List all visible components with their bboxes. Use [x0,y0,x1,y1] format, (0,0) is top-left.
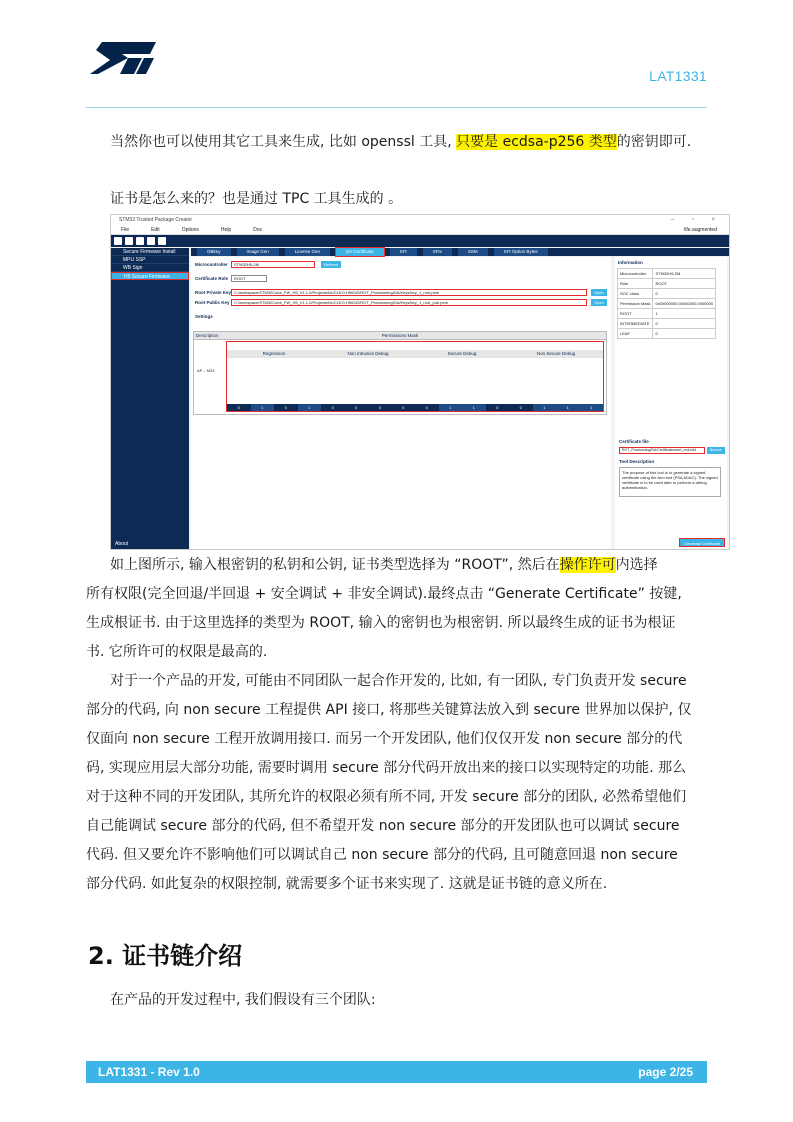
public-key-field[interactable]: C:/workspace/STM32Cube_FW_H5_V1.1.0/Projects/NUCLEO-H563ZI/ROT_Provisioning/DA/Keys/key_1_root_pub.pem [231,299,587,306]
sidebar-item-wb-sign[interactable]: WB Sign [111,264,189,272]
bit-cell[interactable]: 1 [298,404,322,411]
table-row [618,299,716,309]
about-link[interactable]: About [115,541,129,547]
toolbar-settings-icon[interactable] [136,237,144,245]
bit-cell[interactable]: 0 [378,405,381,410]
information-panel [615,257,727,549]
footer-doc-rev: LAT1331 - Rev 1.0 [98,1065,200,1079]
information-table [617,268,716,339]
toolbar-refresh-icon[interactable] [147,237,155,245]
paragraph-teams-line: 仅面向 non secure 工程开放调用接口. 而另一个开发团队, 他们仅仅开发 non secure 部分的代 [86,731,683,747]
menu-edit[interactable]: Edit [151,227,160,233]
menu-help[interactable]: Help [220,227,232,233]
permission-bits [227,404,603,411]
table-row [618,329,716,339]
info-value: 0x00000000,00000000,0000000 [653,299,716,309]
table-row [618,319,716,329]
table-row [618,279,716,289]
section-heading: 2. 证书链介绍 [88,942,243,970]
info-key: ROOT [618,309,653,319]
info-key: INTERMEDIATE [618,319,653,329]
generate-certificate-button[interactable]: Generate Certificate [679,538,725,547]
paragraph-teams-line: 对于一个产品的开发, 可能由不同团队一起合作开发的, 比如, 有一团队, 专门负责开发 secure [110,673,687,689]
tab-bar [191,248,729,256]
bit-cell[interactable]: 0 [496,405,499,410]
window-title: STM32 Trusted Package Creator [119,217,193,223]
info-value: STM32H5-2M [653,269,716,279]
openssl-text-after: 的密钥即可. [616,134,692,150]
info-key: LEAF [618,329,653,339]
menu-bar [111,225,729,235]
paragraph-teams-line: 自己能调试 secure 部分的代码, 但不希望开发 non secure 部分的开发团队也可以调试 secure [86,818,680,834]
tool-description-label: Tool Description [619,459,655,464]
paragraph-teams-line: 码, 实现应用层大部分功能, 需要时调用 secure 部分代码开放出来的接口以实现特定的功能. 那么 [86,760,687,776]
role-select[interactable]: ROOT [231,275,267,282]
permissions-selection [226,341,604,412]
brand-tag: life.augmented [684,227,717,233]
bit-cell[interactable]: 0 [237,405,240,410]
browse-button[interactable]: Browse [707,447,725,454]
table-row [618,309,716,319]
paragraph-intro: 在产品的开发过程中, 我们假设有三个团队: [110,992,376,1008]
tab-da-certificate[interactable]: DA Certificate [336,248,384,256]
paragraph-cert-origin: 证书是怎么来的？也是通过 TPC 工具生成的 。 [110,191,403,207]
bit-cell[interactable]: 0 [425,405,428,410]
certificate-file-field[interactable]: ROT_Provisioning/DA/Certificates/cert_root.b64 [619,447,705,454]
toolbar-open-icon[interactable] [114,237,122,245]
tab-sfix[interactable]: SFIx [423,248,452,256]
refresh-button[interactable]: Refresh [321,261,341,268]
openssl-highlight: 只要是 ecdsa-p256 类型 [456,134,617,150]
public-key-label: Root Public Key [195,300,230,305]
paragraph-teams-line: 部分代码. 如此复杂的权限控制, 就需要多个证书来实现了. 这就是证书链的意义所在. [86,876,608,892]
private-key-field[interactable]: C:/workspace/STM32Cube_FW_H5_V1.1.0/Projects/NUCLEO-H563ZI/ROT_Provisioning/DA/Keys/key_1_root.pem [231,289,587,296]
bit-cell[interactable]: 0 [284,405,287,410]
sidebar-item-h5-secure-firmware[interactable]: H5 Secure Firmware [111,272,189,280]
info-key: Permission Mask [618,299,653,309]
group-secure-debug: Secure Debug [447,351,477,356]
info-value: 0 [653,289,716,299]
footer-page-number: page 2/25 [638,1065,693,1079]
openssl-text-before: 当然你也可以使用其它工具来生成, 比如 openssl 工具, [110,134,457,150]
tab-license-gen[interactable]: License Gen [285,248,330,256]
paragraph-teams-line: 对于这种不同的开发团队, 其所允许的权限必须有所不同, 开发 secure 部分的团队, 必然希望他们 [86,789,687,805]
bit-cell[interactable]: 1 [533,404,557,411]
certificate-file-label: Certificate file [619,439,649,444]
private-key-label: Root Private Key [195,290,232,295]
group-non-secure-debug: Non Secure Debug [536,351,576,356]
info-key: Microcontroller [618,269,653,279]
info-key: Role [618,279,653,289]
information-title: Information [618,260,643,265]
st-logo [88,38,158,78]
description-header: Description [196,333,219,338]
tpc-tool-screenshot [110,214,730,550]
bit-cell[interactable]: 0 [402,405,405,410]
bit-cell[interactable]: 0 [519,405,522,410]
settings-label: Settings [195,314,213,319]
sidebar [111,248,189,549]
root-line1-before: 如上图所示, 输入根密钥的私钥和公钥, 证书类型选择为 “ROOT”, 然后在 [110,557,560,573]
info-value: 0 [653,329,716,339]
window-controls[interactable]: – ▫ × [670,217,723,223]
microcontroller-select[interactable]: STM32H5-2M [231,261,315,268]
info-value: 0 [653,319,716,329]
tab-sfi[interactable]: SFI [390,248,417,256]
toolbar-info-icon[interactable] [158,237,166,245]
bit-cell[interactable]: 0 [355,405,358,410]
permissions-mask-header: Permissions Mask [381,333,419,338]
paragraph-teams-line: 代码. 但又要允许不影响他们可以调试自己 non secure 部分的代码, 且可随意回退 non secure [86,847,678,863]
open-private-key-button[interactable]: Open [591,289,607,296]
paragraph-root-line1 [110,555,658,575]
bit-cell[interactable]: 1 [251,404,275,411]
paragraph-root-line3: 生成根证书. 由于这里选择的类型为 ROOT, 输入的密钥也为根密钥. 所以最终生成的证书为根证 [86,615,676,631]
tab-ssm[interactable]: SSM [458,248,488,256]
menu-doc[interactable]: Doc [253,227,263,233]
header-divider [86,107,707,108]
tab-sfi-option-bytes[interactable]: SFI Option Bytes [494,248,548,256]
toolbar [111,235,729,247]
certificate-form [191,257,611,549]
group-regression: Regression [262,351,286,356]
bit-cell[interactable]: 1 [556,404,580,411]
permission-groups [227,350,603,358]
paragraph-root-line4: 书. 它所许可的权限是最高的. [86,644,268,660]
tool-description-text: The purpose of this tool is to generate a signed certificate using the Arm tool (PSA ADAC). The signed certificate is to be used later to perform a debug authentication. [619,467,721,497]
window-titlebar [111,215,729,225]
root-line1-highlight: 操作许可 [559,557,616,573]
sidebar-item-sfi[interactable]: Secure Firmware Install [111,248,189,256]
root-line1-after: 内选择 [615,557,658,573]
paragraph-teams-line: 部分的代码, 向 non secure 工程提供 API 接口, 将那些关键算法放入到 secure 世界加以保护, 仅 [86,702,692,718]
permissions-table [193,331,607,415]
menu-file[interactable]: File [121,227,130,233]
info-key: SOC class [618,289,653,299]
role-label: Certificate Role [195,276,229,281]
sidebar-item-mpu-ssp[interactable]: MPU SSP [111,256,189,264]
info-value: ROOT [653,279,716,289]
table-row [618,269,716,279]
bit-cell[interactable]: 1 [439,404,463,411]
paragraph-openssl [110,132,691,152]
bit-cell[interactable]: 1 [580,404,604,411]
menu-options[interactable]: Options [181,227,199,233]
bit-cell[interactable]: 0 [331,405,334,410]
microcontroller-label: Microcontroller [195,262,228,267]
paragraph-root-line2: 所有权限(完全回退/半回退 + 安全调试 + 非安全调试).最终点击 “Generate Certificate” 按键, [86,586,682,602]
info-value: 1 [653,309,716,319]
tab-image-gen[interactable]: Image Gen [237,248,279,256]
ap-m33-label: AP – M33 [197,368,215,373]
permissions-header [194,332,606,340]
tab-obkey[interactable]: OBkey [197,248,231,256]
group-non-intrusive-debug: Non Intrusive Debug [347,351,389,356]
footer-bar [86,1061,707,1083]
doc-id-header: LAT1331 [649,68,707,84]
table-row [618,289,716,299]
open-public-key-button[interactable]: Open [591,299,607,306]
toolbar-edit-icon[interactable] [125,237,133,245]
bit-cell[interactable]: 1 [462,404,486,411]
